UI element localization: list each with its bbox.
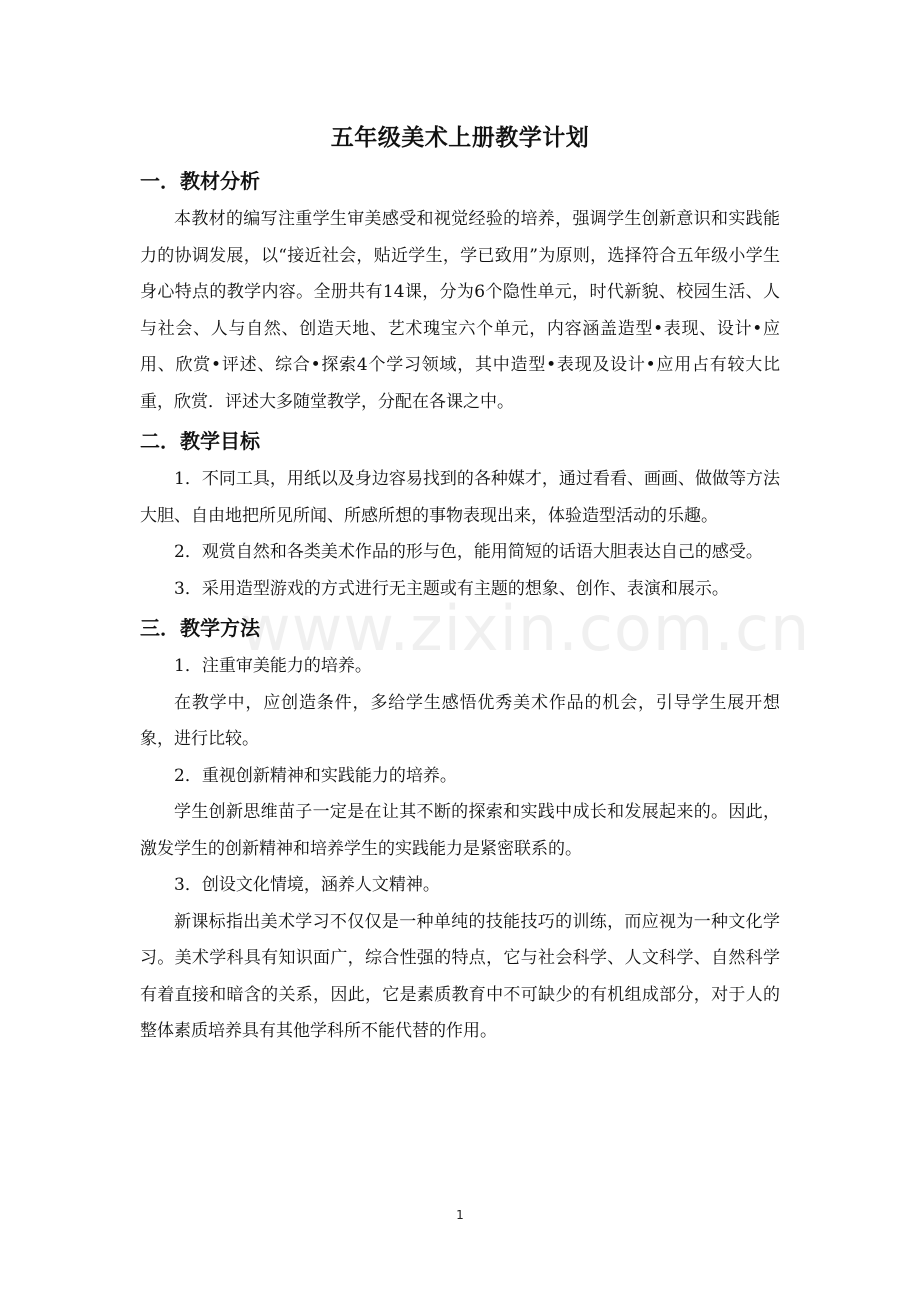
paragraph: 2．观赏自然和各类美术作品的形与色，能用简短的话语大胆表达自己的感受。 [174, 542, 763, 562]
document-body [140, 118, 811, 1050]
paragraph: 1．不同工具，用纸以及身边容易找到的各种媒才，通过看看、画画、做做等方法大胆、自由地把所见所闻、所感所想的事物表现出来，体验造型活动的乐趣。 [140, 469, 780, 526]
section-heading: 二．教学目标 [140, 429, 260, 453]
section-teaching-goals [140, 424, 780, 607]
paragraph: 新课标指出美术学习不仅仅是一种单纯的技能技巧的训练，而应视为一种文化学习。美术学科具有知识面广，综合性强的特点，它与社会科学、人文科学、自然科学有着直接和暗含的关系，因此，它是素质教育中不可缺少的有机组成部分，对于人的整体素质培养具有其他学科所不能代替的作用。 [140, 911, 780, 1041]
paragraph: 在教学中，应创造条件，多给学生感悟优秀美术作品的机会，引导学生展开想象，进行比较。 [140, 692, 780, 749]
paragraph: 本教材的编写注重学生审美感受和视觉经验的培养，强调学生创新意识和实践能力的协调发展，以“接近社会，贴近学生，学已致用”为原则，选择符合五年级小学生身心特点的教学内容。全册共有14课，分为6个隐性单元，时代新貌、校园生活、人与社会、人与自然、创造天地、艺术瑰宝六个单元，内容涵盖造型•表现、设计•应用、欣赏•评述、综合•探索4个学习领域，其中造型•表现及设计•应用占有较大比重，欣赏．评述大多随堂教学，分配在各课之中。 [140, 209, 780, 412]
section-heading: 一．教材分析 [140, 169, 260, 193]
page-number: 1 [456, 1208, 464, 1222]
document-title: 五年级美术上册教学计划 [330, 125, 590, 151]
paragraph: 1．注重审美能力的培养。 [174, 656, 372, 676]
paragraph: 学生创新思维苗子一定是在让其不断的探索和实践中成长和发展起来的。因此，激发学生的创新精神和培养学生的实践能力是紧密联系的。 [140, 802, 780, 859]
section-heading: 三．教学方法 [140, 616, 260, 640]
section-textbook-analysis [140, 164, 780, 420]
section-teaching-methods [140, 611, 780, 1050]
paragraph: 2．重视创新精神和实践能力的培养。 [174, 765, 457, 786]
paragraph: 3．采用造型游戏的方式进行无主题或有主题的想象、创作、表演和展示。 [174, 578, 729, 599]
paragraph: 3．创设文化情境，涵养人文精神。 [174, 875, 440, 895]
watermark: www.zixin.com.cn [240, 592, 811, 665]
